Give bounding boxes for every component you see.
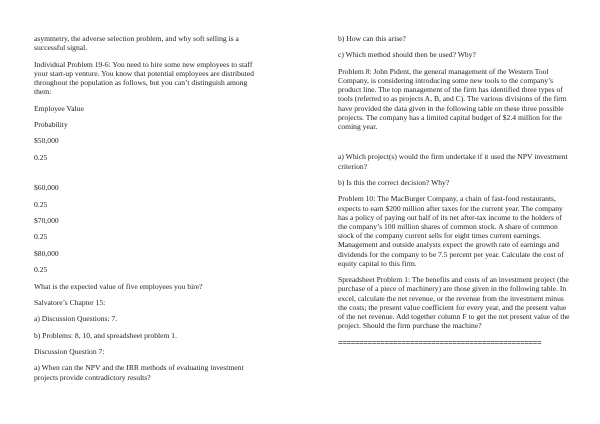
table-header-employee-value: Employee Value <box>34 103 84 113</box>
salvatore-chapter: Salvatore’s Chapter 15: <box>34 297 106 307</box>
row-1-value: $50,000 <box>34 136 59 146</box>
problem-8: Problem 8: John Pident, the general management of the Western Tool Company, is considering introducing some new tools to the company’s product line. The top management of the firm has identified three types of tools (referred to as projects A, B, and C). The various divisions of the firm have provided the data given in the following table on these three possible projects. The company has a limited capital budget of $2.4 million for the coming year. <box>338 66 567 131</box>
expected-value-question: What is the expected value of five employees you hire? <box>34 281 203 291</box>
row-2-probability: 0.25 <box>34 199 48 209</box>
table-header-probability: Probability <box>34 119 68 129</box>
discussion-question-7-heading: Discussion Question 7: <box>34 347 105 357</box>
row-2-value: $60,000 <box>34 183 59 193</box>
row-1-probability: 0.25 <box>34 152 48 162</box>
problem-10: Problem 10: The MacBurger Company, a chain of fast-food restaurants, expects to earn $200 million after taxes for the current year. The company has a policy of paying out half of its net after-tax income to the holders of the company’s 100 million shares of common stock. A share of common stock of the company current sells for eight times current earnings. Management and outside analysts expect the growth rate of earnings and dividends for the company to be 7.5 percent per year. Calculate the cost of equity capital to this firm. <box>338 194 564 268</box>
spreadsheet-problem-1: Spreadsheet Problem 1: The benefits and costs of an investment project (the purchase of a piece of machinery) are those given in the following table. In excel, calculate the net revenue, or the revenue from the investment minus the costs; the present value coefficient for every year, and the present value of the net revenue. Add together column F to get the net present value of the project. Should the firm purchase the machine? <box>338 275 570 331</box>
question-7a: a) When can the NPV and the IRR methods of evaluating investment projects provide contradictory results? <box>34 363 244 382</box>
right-column <box>338 34 570 347</box>
question-7c: c) Which method should then be used? Why? <box>338 50 476 60</box>
intro-paragraph: asymmetry, the adverse selection problem, and why soft selling is a successful signal. <box>34 34 239 53</box>
divider-line: ================================================ <box>338 337 542 347</box>
discussion-questions-item: a) Discussion Questions: 7. <box>34 314 118 324</box>
row-3-probability: 0.25 <box>34 232 48 242</box>
row-4-probability: 0.25 <box>34 265 48 275</box>
question-7b: b) How can this arise? <box>338 34 406 43</box>
row-4-value: $80,000 <box>34 248 59 258</box>
problems-item: b) Problems: 8, 10, and spreadsheet problem 1. <box>34 330 177 340</box>
row-3-value: $70,000 <box>34 215 59 225</box>
problem-8b: b) Is this the correct decision? Why? <box>338 177 450 187</box>
problem-19-6: Individual Problem 19-6: You need to hire some new employees to staff your start-up venture. You know that potential employees are distributed throughout the population as follows, but you can’t distinguish among them: <box>34 59 254 97</box>
left-column <box>34 34 266 389</box>
problem-8a: a) Which project(s) would the firm undertake if it used the NPV investment criterion? <box>338 152 568 171</box>
